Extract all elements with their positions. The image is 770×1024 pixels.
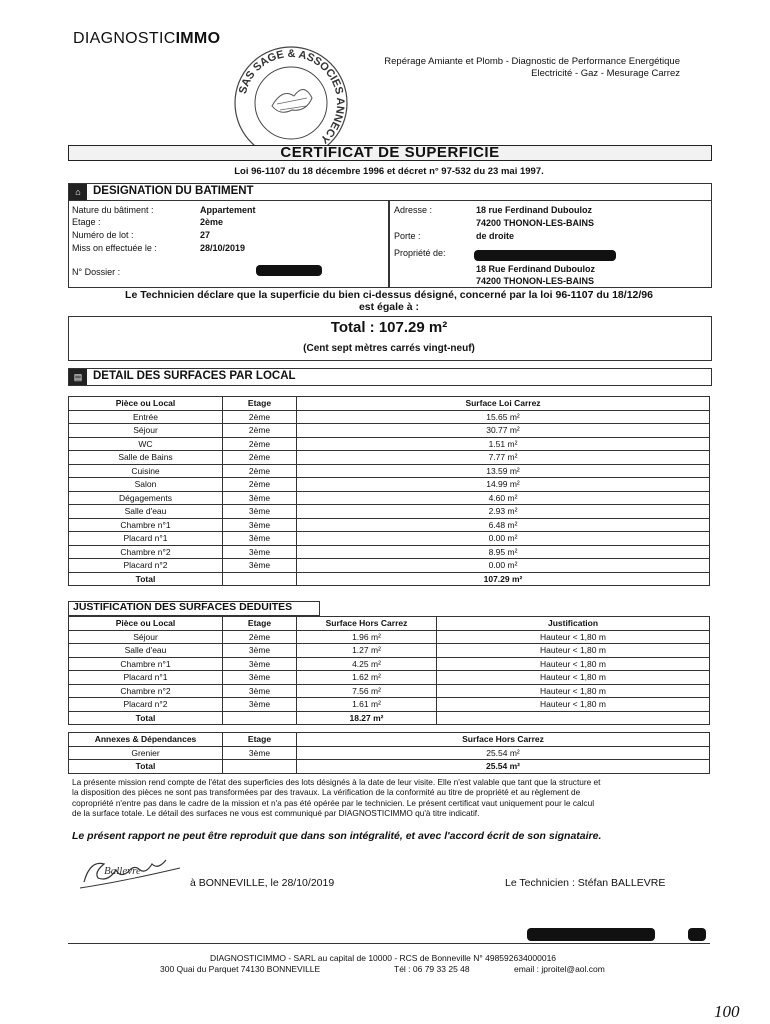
table-header-row	[69, 733, 710, 747]
section-justif-header	[68, 601, 320, 616]
proprietaire-label: Propriété de:	[394, 248, 446, 258]
table-row	[69, 698, 710, 712]
table-cell: 2ème	[223, 424, 297, 438]
certificate-title: CERTIFICAT DE SUPERFICIE	[280, 144, 500, 161]
redacted-footer-2	[688, 928, 706, 941]
total-label: Total	[69, 572, 223, 586]
header-services-line1: Repérage Amiante et Plomb - Diagnostic de Performance Energétique	[384, 56, 680, 67]
table-cell: 2ème	[223, 410, 297, 424]
porte-value: de droite	[476, 231, 515, 241]
table-cell: 3ème	[223, 698, 297, 712]
table-cell: 0.00 m²	[297, 532, 710, 546]
company-name-part1: DIAGNOSTIC	[73, 30, 176, 47]
col-header: Surface Hors Carrez	[297, 733, 710, 747]
certificate-title-bar	[68, 145, 712, 161]
table-row	[69, 478, 710, 492]
table-cell: 3ème	[223, 505, 297, 519]
table-cell: Hauteur < 1,80 m	[437, 698, 710, 712]
table-cell: Salle d'eau	[69, 505, 223, 519]
mission-label: Miss on effectuée le :	[72, 243, 157, 253]
table-cell: 1.61 m²	[297, 698, 437, 712]
table-cell: 25.54 m²	[297, 746, 710, 760]
table-cell: Séjour	[69, 630, 223, 644]
page-number: 100	[714, 1002, 740, 1021]
col-header: Pièce ou Local	[69, 617, 223, 631]
table-row	[69, 464, 710, 478]
table-row	[69, 671, 710, 685]
table-cell: Entrée	[69, 410, 223, 424]
table-cell: Hauteur < 1,80 m	[437, 630, 710, 644]
table-cell: Séjour	[69, 424, 223, 438]
total-value: 18.27 m²	[297, 711, 437, 725]
table-cell	[223, 572, 297, 586]
reproduction-note: Le présent rapport ne peut être reproduit que dans son intégralité, et avec l'accord écrit de son signataire.	[72, 830, 602, 842]
table-header-row	[69, 617, 710, 631]
table-cell: Chambre n°1	[69, 657, 223, 671]
technician-signature	[76, 852, 186, 892]
table-cell: 0.00 m²	[297, 559, 710, 573]
table-cell: Chambre n°2	[69, 545, 223, 559]
table-cell	[223, 711, 297, 725]
table-row	[69, 746, 710, 760]
table-cell: 3ème	[223, 671, 297, 685]
table-row	[69, 644, 710, 658]
company-name-part2: IMMO	[175, 30, 221, 47]
table-cell: Placard n°1	[69, 671, 223, 685]
col-header: Etage	[223, 733, 297, 747]
table-cell: 3ème	[223, 746, 297, 760]
table-cell: 3ème	[223, 684, 297, 698]
porte-label: Porte :	[394, 231, 421, 241]
table-cell: 3ème	[223, 491, 297, 505]
annexes-table	[68, 732, 710, 774]
table-cell: 1.96 m²	[297, 630, 437, 644]
table-row	[69, 559, 710, 573]
total-surface: Total : 107.29 m²	[330, 319, 448, 336]
table-row	[69, 545, 710, 559]
table-cell: Hauteur < 1,80 m	[437, 657, 710, 671]
col-header: Etage	[223, 617, 297, 631]
redacted-owner	[474, 250, 616, 261]
table-cell: 30.77 m²	[297, 424, 710, 438]
table-cell: Hauteur < 1,80 m	[437, 644, 710, 658]
detail-surfaces-table	[68, 396, 710, 586]
section-designation-title: DESIGNATION DU BATIMENT	[93, 185, 254, 197]
table-cell: 1.27 m²	[297, 644, 437, 658]
col-header: Justification	[437, 617, 710, 631]
total-row	[69, 711, 710, 725]
table-cell: Placard n°2	[69, 559, 223, 573]
technician-name: Le Technicien : Stéfan BALLEVRE	[505, 877, 666, 889]
table-cell: Grenier	[69, 746, 223, 760]
table-cell: 6.48 m²	[297, 518, 710, 532]
table-cell: 14.99 m²	[297, 478, 710, 492]
table-cell: Salon	[69, 478, 223, 492]
etage-label: Etage :	[72, 217, 101, 227]
adresse-line1: 18 rue Ferdinand Dubouloz	[476, 205, 593, 215]
table-cell	[223, 760, 297, 774]
col-header: Surface Hors Carrez	[297, 617, 437, 631]
declaration-line2: est égale à :	[358, 301, 420, 313]
document-icon: ▤	[69, 369, 87, 385]
proprietaire-line2: 74200 THONON-LES-BAINS	[476, 276, 595, 286]
table-cell: Dégagements	[69, 491, 223, 505]
declaration-line1: Le Technicien déclare que la superficie du bien ci-dessus désigné, concerné par la loi 96-1107 du 18/12/96	[125, 289, 653, 301]
table-cell: 7.56 m²	[297, 684, 437, 698]
nature-label: Nature du bâtiment :	[72, 205, 154, 215]
total-value: 107.29 m²	[297, 572, 710, 586]
table-cell: 15.65 m²	[297, 410, 710, 424]
redacted-footer-1	[527, 928, 655, 941]
lot-label: Numéro de lot :	[72, 230, 134, 240]
table-cell: 3ème	[223, 518, 297, 532]
signature-text: Ballevre	[104, 865, 141, 877]
table-row	[69, 684, 710, 698]
note-line: copropriété n'entre pas dans le cadre de la mission et n'a pas été opérée par le technicien. Le présent certificat vaut uniquement pour le calcul	[72, 797, 595, 808]
footer-company: DIAGNOSTICIMMO - SARL au capital de 10000 - RCS de Bonneville N° 498592634000016	[209, 953, 557, 963]
justification-table	[68, 616, 710, 725]
dossier-label: N° Dossier :	[72, 267, 121, 277]
col-header: Annexes & Dépendances	[69, 733, 223, 747]
table-cell: 2.93 m²	[297, 505, 710, 519]
table-cell: Salle d'eau	[69, 644, 223, 658]
table-cell: 1.62 m²	[297, 671, 437, 685]
note-line: la disposition des pièces ne sont pas transformées par des travaux. La vérification de la conformité au titre de propriété et au règlement de	[72, 787, 581, 798]
table-cell: 4.25 m²	[297, 657, 437, 671]
stamp-text: SAS SAGE & ASSOCIES ANNECY	[236, 47, 347, 146]
company-logo	[73, 30, 220, 48]
table-cell: 4.60 m²	[297, 491, 710, 505]
table-row	[69, 424, 710, 438]
table-cell: Hauteur < 1,80 m	[437, 671, 710, 685]
table-cell: Salle de Bains	[69, 451, 223, 465]
mission-value: 28/10/2019	[200, 243, 246, 253]
mission-notes	[72, 777, 708, 818]
table-cell: 2ème	[223, 630, 297, 644]
adresse-label: Adresse :	[394, 205, 433, 215]
table-cell: 13.59 m²	[297, 464, 710, 478]
table-row	[69, 630, 710, 644]
footer-phone: Tél : 06 79 33 25 48	[394, 964, 470, 974]
table-cell: 3ème	[223, 657, 297, 671]
total-in-words: (Cent sept mètres carrés vingt-neuf)	[303, 343, 475, 354]
law-reference: Loi 96-1107 du 18 décembre 1996 et décret n° 97-532 du 23 mai 1997.	[234, 166, 544, 177]
col-header: Surface Loi Carrez	[297, 397, 710, 411]
table-cell: WC	[69, 437, 223, 451]
table-cell: 2ème	[223, 451, 297, 465]
section-designation-header	[68, 183, 712, 201]
header-services-line2: Electricité - Gaz - Mesurage Carrez	[531, 68, 680, 79]
footer-divider	[68, 943, 710, 944]
table-cell: Chambre n°1	[69, 518, 223, 532]
building-icon: ⌂	[69, 184, 87, 200]
table-cell: Placard n°1	[69, 532, 223, 546]
table-cell: 3ème	[223, 559, 297, 573]
section-detail-title: DETAIL DES SURFACES PAR LOCAL	[93, 370, 296, 382]
section-justif-title: JUSTIFICATION DES SURFACES DEDUITES	[73, 601, 293, 613]
table-row	[69, 532, 710, 546]
note-line: La présente mission rend compte de l'état des superficies des lots désignés à la date de leur visite. Elle n'est valable que tant que la structure et	[72, 777, 601, 787]
adresse-line2: 74200 THONON-LES-BAINS	[476, 218, 595, 228]
table-cell: 7.77 m²	[297, 451, 710, 465]
table-cell: Placard n°2	[69, 698, 223, 712]
etage-value: 2ème	[200, 217, 224, 227]
table-cell: Hauteur < 1,80 m	[437, 684, 710, 698]
table-row	[69, 410, 710, 424]
table-row	[69, 518, 710, 532]
col-header: Pièce ou Local	[69, 397, 223, 411]
table-cell: 2ème	[223, 437, 297, 451]
table-cell: 2ème	[223, 478, 297, 492]
redacted-dossier	[256, 265, 322, 276]
total-row	[69, 760, 710, 774]
total-row	[69, 572, 710, 586]
table-cell: 8.95 m²	[297, 545, 710, 559]
table-cell: 2ème	[223, 464, 297, 478]
section-detail-header	[68, 368, 712, 386]
table-cell: Chambre n°2	[69, 684, 223, 698]
table-row	[69, 491, 710, 505]
table-header-row	[69, 397, 710, 411]
table-row	[69, 657, 710, 671]
table-cell	[437, 711, 710, 725]
table-row	[69, 505, 710, 519]
table-cell: 1.51 m²	[297, 437, 710, 451]
nature-value: Appartement	[200, 205, 256, 215]
total-label: Total	[69, 711, 223, 725]
table-cell: 3ème	[223, 644, 297, 658]
footer-email: email : jproitel@aol.com	[514, 964, 605, 974]
footer-address: 300 Quai du Parquet 74130 BONNEVILLE	[160, 964, 321, 974]
table-cell: 3ème	[223, 532, 297, 546]
note-line: de la surface totale. Le détail des surfaces ne vous est communiqué par DIAGNOSTICIMMO qu'à titre indicatif.	[72, 807, 480, 818]
table-cell: Cuisine	[69, 464, 223, 478]
total-value: 25.54 m²	[297, 760, 710, 774]
table-cell: 3ème	[223, 545, 297, 559]
col-header: Etage	[223, 397, 297, 411]
table-row	[69, 437, 710, 451]
lot-value: 27	[200, 230, 211, 240]
proprietaire-line1: 18 Rue Ferdinand Dubouloz	[476, 264, 596, 274]
total-label: Total	[69, 760, 223, 774]
place-date: à BONNEVILLE, le 28/10/2019	[190, 877, 335, 889]
table-row	[69, 451, 710, 465]
